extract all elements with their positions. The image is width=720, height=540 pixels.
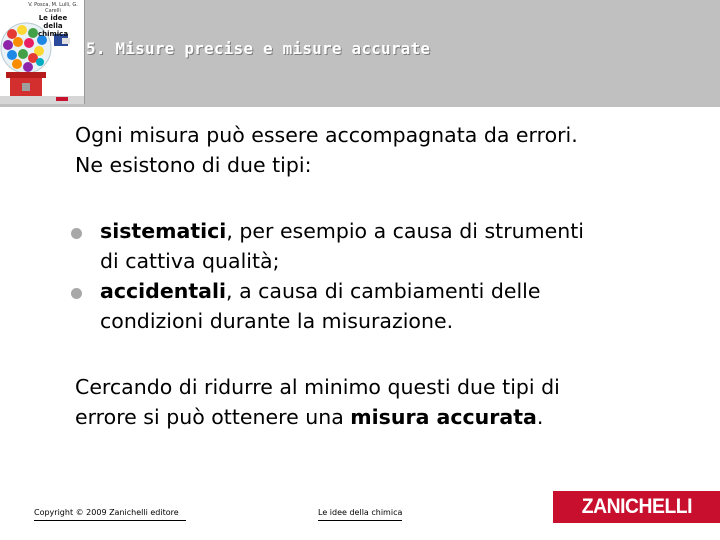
book-cover-title: [24, 2, 82, 38]
list-item-term: sistematici: [100, 219, 227, 243]
intro-line-2: Ne esistono di due tipi:: [75, 153, 312, 177]
footer-book-underline: [318, 520, 402, 521]
zanichelli-logo: [553, 491, 720, 523]
list-item: [70, 276, 695, 336]
book-cover-title-line1: Le idee: [38, 14, 68, 22]
footer-copyright-underline: [34, 520, 186, 521]
outro-line-1: Cercando di ridurre al minimo questi due tipi di: [75, 375, 560, 399]
list-item: [70, 216, 695, 276]
list-item-text-continued: di cattiva qualità;: [100, 249, 280, 273]
error-types-list: [75, 216, 695, 336]
list-item-term: accidentali: [100, 279, 227, 303]
zanichelli-logo-text: ZANICHELLI: [581, 495, 692, 518]
intro-line-1: Ogni misura può essere accompagnata da errori.: [75, 123, 578, 147]
conclusion-paragraph: [75, 372, 695, 432]
book-cover-title-line3: chimica: [37, 30, 69, 38]
list-item-text-continued: condizioni durante la misurazione.: [100, 309, 454, 333]
slide-content: [75, 120, 695, 432]
footer-copyright: Copyright © 2009 Zanichelli editore: [34, 508, 179, 517]
slide-title: 5. Misure precise e misure accurate: [86, 39, 431, 58]
book-cover-authors: V. Posca, M. Lulli, G. Carelli: [28, 2, 78, 14]
bullet-dot-icon: [71, 228, 82, 239]
book-cover-title-line2: della: [43, 22, 63, 30]
intro-paragraph: [75, 120, 695, 180]
header-band: [0, 0, 720, 107]
outro-line-2-end: .: [536, 405, 544, 429]
footer-book-title: Le idee della chimica: [318, 508, 403, 517]
list-item-text: , a causa di cambiamenti delle: [226, 279, 541, 303]
outro-line-2-start: errore si può ottenere una: [75, 405, 351, 429]
bullet-dot-icon: [71, 288, 82, 299]
book-cover-image: [0, 0, 85, 104]
list-item-text: , per esempio a causa di strumenti: [226, 219, 584, 243]
outro-bold-term: misura accurata: [350, 405, 537, 429]
